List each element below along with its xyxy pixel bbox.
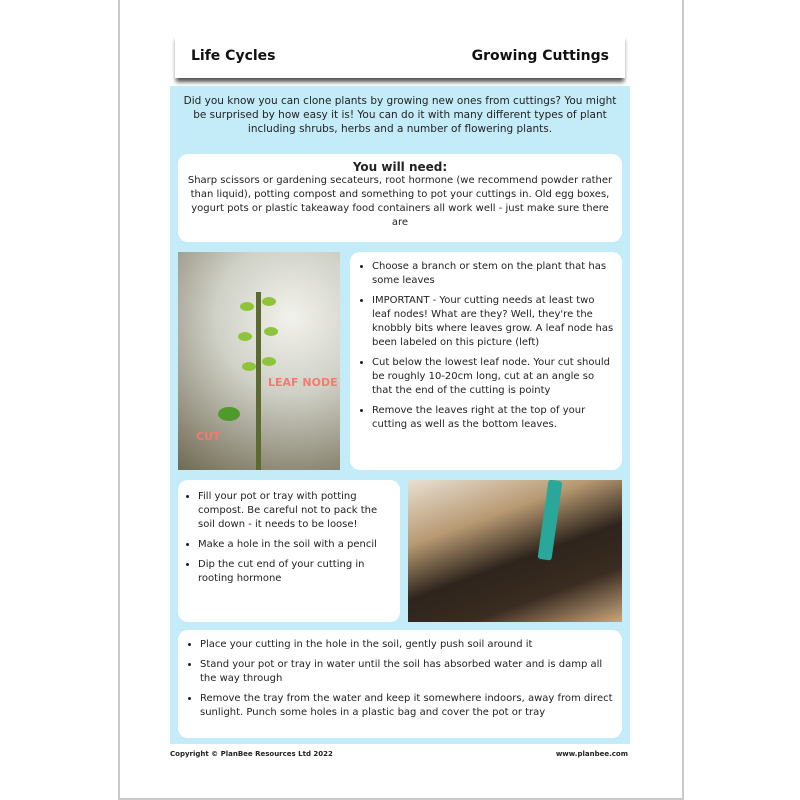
instruction-item: • Make a hole in the soil with a pencil [198, 538, 394, 552]
step-box-potting [178, 480, 400, 622]
cutting-photo [178, 252, 340, 470]
lesson-title: Growing Cuttings [471, 48, 609, 64]
intro-text: Did you know you can clone plants by growing new ones from cuttings? You might be surprised by how easy it is! You can do it with many different types of plant including shrubs, herbs and a number of flowering plants. [183, 95, 617, 135]
topic-title: Life Cycles [191, 48, 276, 64]
instruction-item: • Dip the cut end of your cutting in rooting hormone [198, 558, 394, 586]
you-will-need-box [178, 154, 622, 242]
instruction-item: • Cut below the lowest leaf node. Your cut should be roughly 10-20cm long, cut at an angle so that the end of the cutting is pointy [372, 356, 616, 398]
website-link[interactable]: www.planbee.com [555, 750, 628, 758]
instruction-item: • Stand your pot or tray in water until the soil has absorbed water and is damp all the way through [200, 658, 614, 686]
instruction-item: • IMPORTANT - Your cutting needs at least two leaf nodes! What are they? Well, they're the knobbly bits where leaves grow. A leaf node has been labeled on this picture (left) [372, 294, 616, 350]
instruction-item: • Fill your pot or tray with potting compost. Be careful not to pack the soil down - it needs to be loose! [198, 490, 394, 532]
cut-label: CUT [196, 430, 221, 443]
step-box-watering [178, 630, 622, 738]
you-will-need-text: Sharp scissors or gardening secateurs, root hormone (we recommend powder rather than liquid), potting compost and something to pot your cuttings in. Old egg boxes, yogurt pots or plastic takeaway food containers all work well - just make sure there are [187, 175, 613, 228]
leaf-node-label: LEAF NODE [268, 376, 338, 389]
step-box-cutting [350, 252, 622, 470]
copyright-text: Copyright © PlanBee Resources Ltd 2022 [170, 750, 333, 758]
seed-tray-photo [408, 480, 622, 622]
worksheet-header [175, 34, 625, 78]
instruction-item: • Place your cutting in the hole in the soil, gently push soil around it [200, 638, 614, 652]
instruction-item: • Choose a branch or stem on the plant that has some leaves [372, 260, 616, 288]
instruction-item: • Remove the leaves right at the top of your cutting as well as the bottom leaves. [372, 404, 616, 432]
you-will-need-title: You will need: [352, 160, 448, 174]
instruction-item: • Remove the tray from the water and keep it somewhere indoors, away from direct sunlight. Punch some holes in a plastic bag and cover the pot or tray [200, 692, 614, 720]
